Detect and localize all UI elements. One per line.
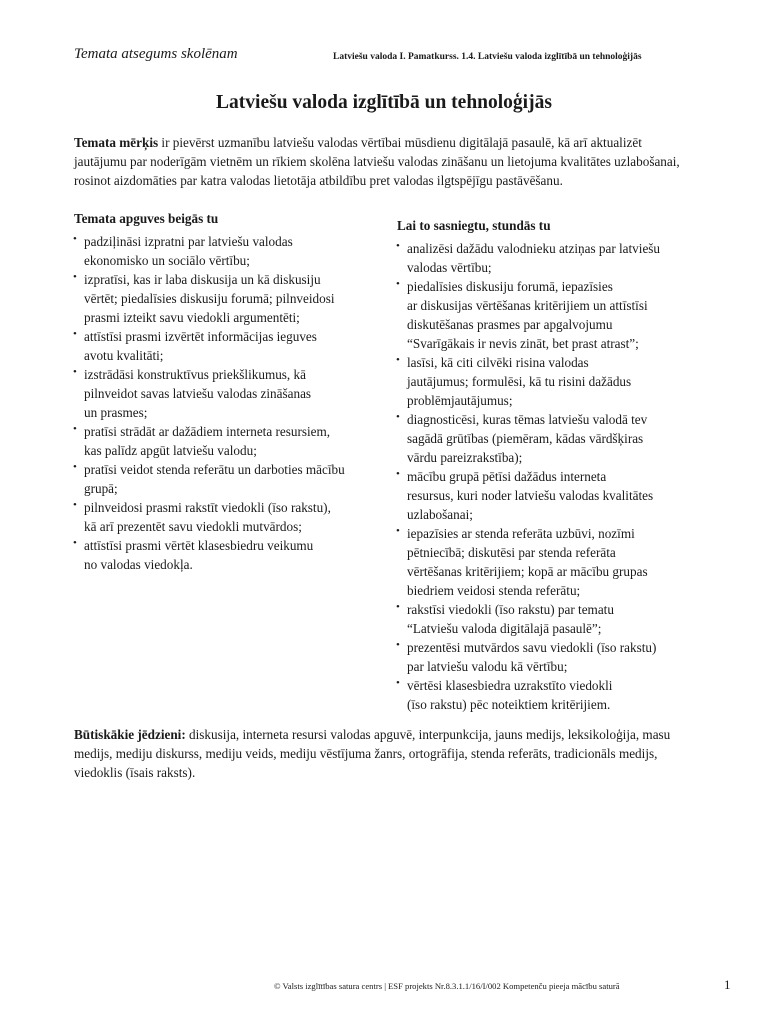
key-concepts-text: diskusija, interneta resursi valodas apguvē, interpunkcija, jauns medijs, leksikoloģija, masu medijs, mediju diskurss, mediju veids, mediju vēstījuma žanrs, ortogrāfija, stenda referāts, tradicionāls medijs, viedoklis (īsais raksts).	[74, 727, 671, 780]
list-item: • analizēsi dažādu valodnieku atziņas par latviešu valodas vērtību;	[397, 239, 697, 277]
list-item: • pratīsi strādāt ar dažādiem interneta resursiem, kas palīdz apgūt latviešu valodu;	[74, 422, 374, 460]
list-item: • attīstīsi prasmi izvērtēt informācijas ieguves avotu kvalitāti;	[74, 327, 374, 365]
outcomes-heading: Temata apguves beigās tu	[74, 211, 219, 226]
activities-heading: Lai to sasniegtu, stundās tu	[397, 218, 551, 233]
list-item: • rakstīsi viedokli (īso rakstu) par tematu “Latviešu valoda digitālajā pasaulē”;	[397, 600, 697, 638]
list-item: • lasīsi, kā citi cilvēki risina valodas jautājumus; formulēsi, kā tu risini dažādus problēmjautājumus;	[397, 353, 697, 410]
key-concepts-paragraph	[74, 725, 696, 782]
footer-copyright: © Valsts izglītības satura centrs | ESF projekts Nr.8.3.1.1/16/I/002 Kompetenču pieeja mācību saturā	[274, 981, 620, 991]
activities-column	[397, 216, 697, 714]
list-item: • attīstīsi prasmi vērtēt klasesbiedru veikumu no valodas viedokļa.	[74, 536, 374, 574]
list-item: • vērtēsi klasesbiedra uzrakstīto viedokli (īso rakstu) pēc noteiktiem kritērijiem.	[397, 676, 697, 714]
header-course-label: Latviešu valoda I. Pamatkurss. 1.4. Latviešu valoda izglītībā un tehnoloģijās	[333, 52, 642, 62]
list-item: • pratīsi veidot stenda referātu un darboties mācību grupā;	[74, 460, 374, 498]
topic-goal-paragraph	[74, 133, 696, 190]
list-item: • piedalīsies diskusiju forumā, iepazīsies ar diskusijas vērtēšanas kritērijiem un attīstīsi diskutēšanas prasmes par apgalvojumu “Svarīgākais ir nevis zināt, bet prast atrast”;	[397, 277, 697, 353]
list-item: • iepazīsies ar stenda referāta uzbūvi, nozīmi pētniecībā; diskutēsi par stenda referāta vērtēšanas kritērijiem; kopā ar mācību grupas biedriem veidosi stenda referātu;	[397, 524, 697, 600]
page-number: 1	[724, 977, 731, 992]
list-item: • mācību grupā pētīsi dažādus interneta resursus, kuri noder latviešu valodas kvalitātes uzlabošanai;	[397, 467, 697, 524]
list-item: • izstrādāsi konstruktīvus priekšlikumus, kā pilnveidot savas latviešu valodas zināšanas un prasmes;	[74, 365, 374, 422]
outcomes-column	[74, 209, 374, 574]
outcomes-list	[74, 232, 374, 574]
topic-goal-label: Temata mērķis	[74, 135, 159, 150]
header-subject-label: Temata atsegums skolēnam	[74, 46, 238, 62]
key-concepts-label: Būtiskākie jēdzieni:	[74, 727, 186, 742]
topic-goal-text: ir pievērst uzmanību latviešu valodas vērtībai mūsdienu digitālajā pasaulē, kā arī aktualizēt jautājumu par noderīgām vietnēm un rīkiem skolēna latviešu valodas zināšanu un lietojuma kvalitātes uzlabošanai, rosinot aizdomāties par katra valodas lietotāja atbildību pret valodas ilgtspējīgu pastāvēšanu.	[74, 135, 680, 188]
list-item: • izpratīsi, kas ir laba diskusija un kā diskusiju vērtēt; piedalīsies diskusiju forumā; pilnveidosi prasmi izteikt savu viedokli argumentēti;	[74, 270, 374, 327]
list-item: • pilnveidosi prasmi rakstīt viedokli (īso rakstu), kā arī prezentēt savu viedokli mutvārdos;	[74, 498, 374, 536]
activities-list	[397, 239, 697, 714]
list-item: • padziļināsi izpratni par latviešu valodas ekonomisko un sociālo vērtību;	[74, 232, 374, 270]
list-item: • diagnosticēsi, kuras tēmas latviešu valodā tev sagādā grūtības (piemēram, kādas vārdšķiras vārdu pareizrakstība);	[397, 410, 697, 467]
page-title: Latviešu valoda izglītībā un tehnoloģijās	[216, 92, 552, 113]
list-item: • prezentēsi mutvārdos savu viedokli (īso rakstu) par latviešu valodu kā vērtību;	[397, 638, 697, 676]
